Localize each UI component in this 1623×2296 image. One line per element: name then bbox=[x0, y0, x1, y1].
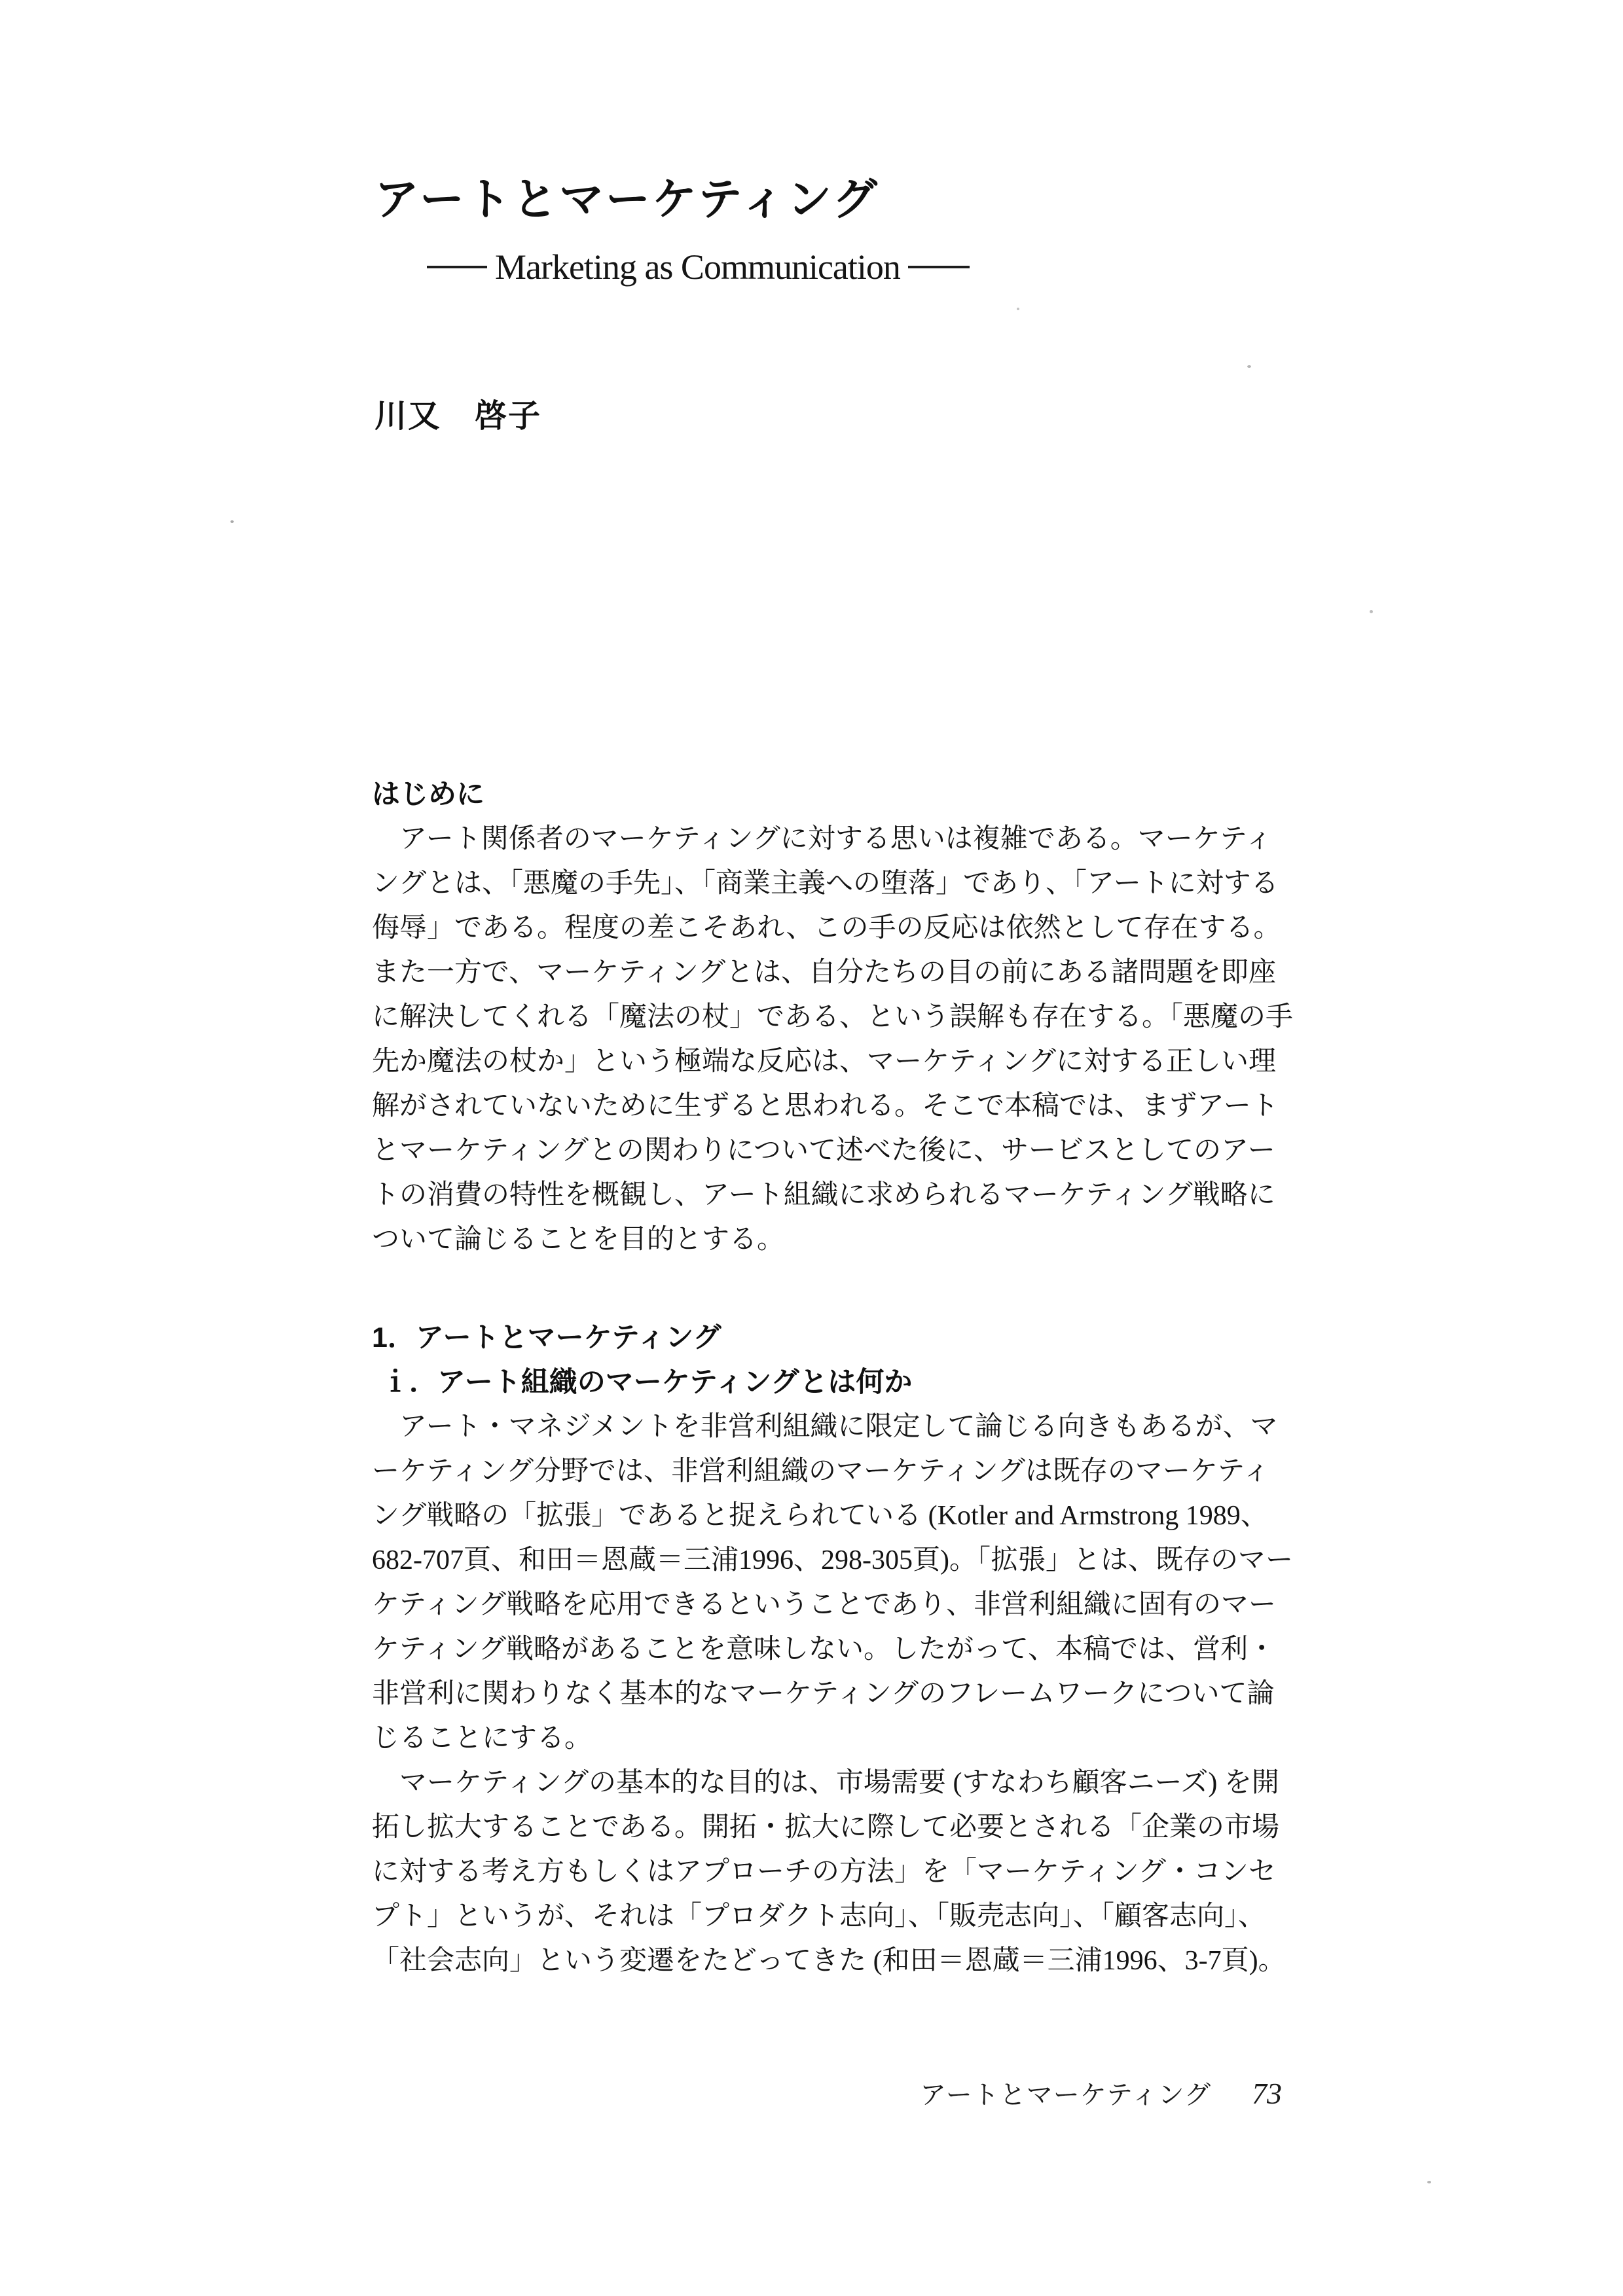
text-line: トの消費の特性を概観し、アート組織に求められるマーケティング戦略に bbox=[372, 1180, 1275, 1210]
text-line: 非営利に関わりなく基本的なマーケティングのフレームワークについて論 bbox=[372, 1679, 1275, 1709]
text-line: とマーケティングとの関わりについて述べた後に、サービスとしてのアー bbox=[372, 1136, 1275, 1166]
page-footer bbox=[920, 2079, 1282, 2109]
article-title: アートとマーケティング bbox=[374, 175, 879, 224]
page-number: 73 bbox=[1252, 2077, 1282, 2110]
text-line: 先か魔法の杖か」という極端な反応は、マーケティングに対する正しい理 bbox=[372, 1047, 1276, 1077]
text-line: ついて論じることを目的とする。 bbox=[372, 1225, 785, 1255]
text-line: 解がされていないために生ずると思われる。そこで本稿では、まずアート bbox=[372, 1091, 1279, 1121]
text-line: に対する考え方もしくはアプローチの方法」を「マーケティング・コンセ bbox=[372, 1857, 1276, 1887]
subtitle-text: Marketing as Communication bbox=[495, 247, 900, 287]
text-line: ーケティング分野では、非営利組織のマーケティングは既存のマーケティ bbox=[372, 1456, 1270, 1486]
article-subtitle bbox=[427, 246, 970, 288]
text-line: ングとは、「悪魔の手先」、「商業主義への堕落」であり、「アートに対する bbox=[372, 869, 1279, 899]
text-line: ケティング戦略があることを意味しない。したがって、本稿では、営利・ bbox=[372, 1634, 1276, 1664]
article-body bbox=[372, 772, 1294, 1983]
scan-speck bbox=[1370, 610, 1373, 613]
author-name: 川又 啓子 bbox=[374, 399, 542, 434]
text-line: マーケティングの基本的な目的は、市場需要 (すなわち顧客ニーズ) を開 bbox=[372, 1768, 1279, 1798]
text-line: 「社会志向」という変遷をたどってきた (和田＝恩蔵＝三浦1996、3-7頁)。 bbox=[372, 1946, 1286, 1976]
text-line: 682-707頁、和田＝恩蔵＝三浦1996、298-305頁)。「拡張」とは、既存のマー bbox=[372, 1545, 1293, 1575]
intro-paragraph bbox=[372, 817, 1294, 1262]
scan-speck bbox=[230, 520, 234, 523]
text-line: アート・マネジメントを非営利組織に限定して論じる向きもあるが、マ bbox=[372, 1412, 1278, 1442]
text-line: ング戦略の「拡張」であると捉えられている (Kotler and Armstrong 1989、 bbox=[372, 1501, 1268, 1531]
text-line: 拓し拡大することである。開拓・拡大に際して必要とされる「企業の市場 bbox=[372, 1812, 1280, 1842]
running-title: アートとマーケティング bbox=[920, 2080, 1211, 2109]
scan-speck bbox=[1427, 2181, 1431, 2183]
scan-speck bbox=[1017, 308, 1019, 310]
section1-heading: 1．アートとマーケティング bbox=[372, 1322, 721, 1354]
intro-heading: はじめに bbox=[372, 779, 484, 810]
text-line: ケティング戦略を応用できるということであり、非営利組織に固有のマー bbox=[372, 1590, 1276, 1620]
text-line: じることにする。 bbox=[372, 1723, 593, 1753]
section1-subheading: ｉ．アート組織のマーケティングとは何か bbox=[381, 1367, 913, 1398]
subtitle-dash-left-icon bbox=[427, 266, 487, 268]
scan-speck bbox=[1247, 365, 1251, 368]
text-line: に解決してくれる「魔法の杖」である、という誤解も存在する。「悪魔の手 bbox=[372, 1002, 1294, 1032]
text-line: また一方で、マーケティングとは、自分たちの目の前にある諸問題を即座 bbox=[372, 958, 1276, 988]
section1-paragraph-2 bbox=[372, 1761, 1288, 1983]
text-line: アート関係者のマーケティングに対する思いは複雑である。マーケティ bbox=[372, 824, 1273, 854]
text-line: 侮辱」である。程度の差こそあれ、この手の反応は依然として存在する。 bbox=[372, 913, 1281, 943]
subtitle-dash-right-icon bbox=[908, 266, 970, 268]
text-line: プト」というが、それは「プロダクト志向」、「販売志向」、「顧客志向」、 bbox=[372, 1901, 1266, 1931]
section1-paragraph-1 bbox=[372, 1405, 1293, 1761]
